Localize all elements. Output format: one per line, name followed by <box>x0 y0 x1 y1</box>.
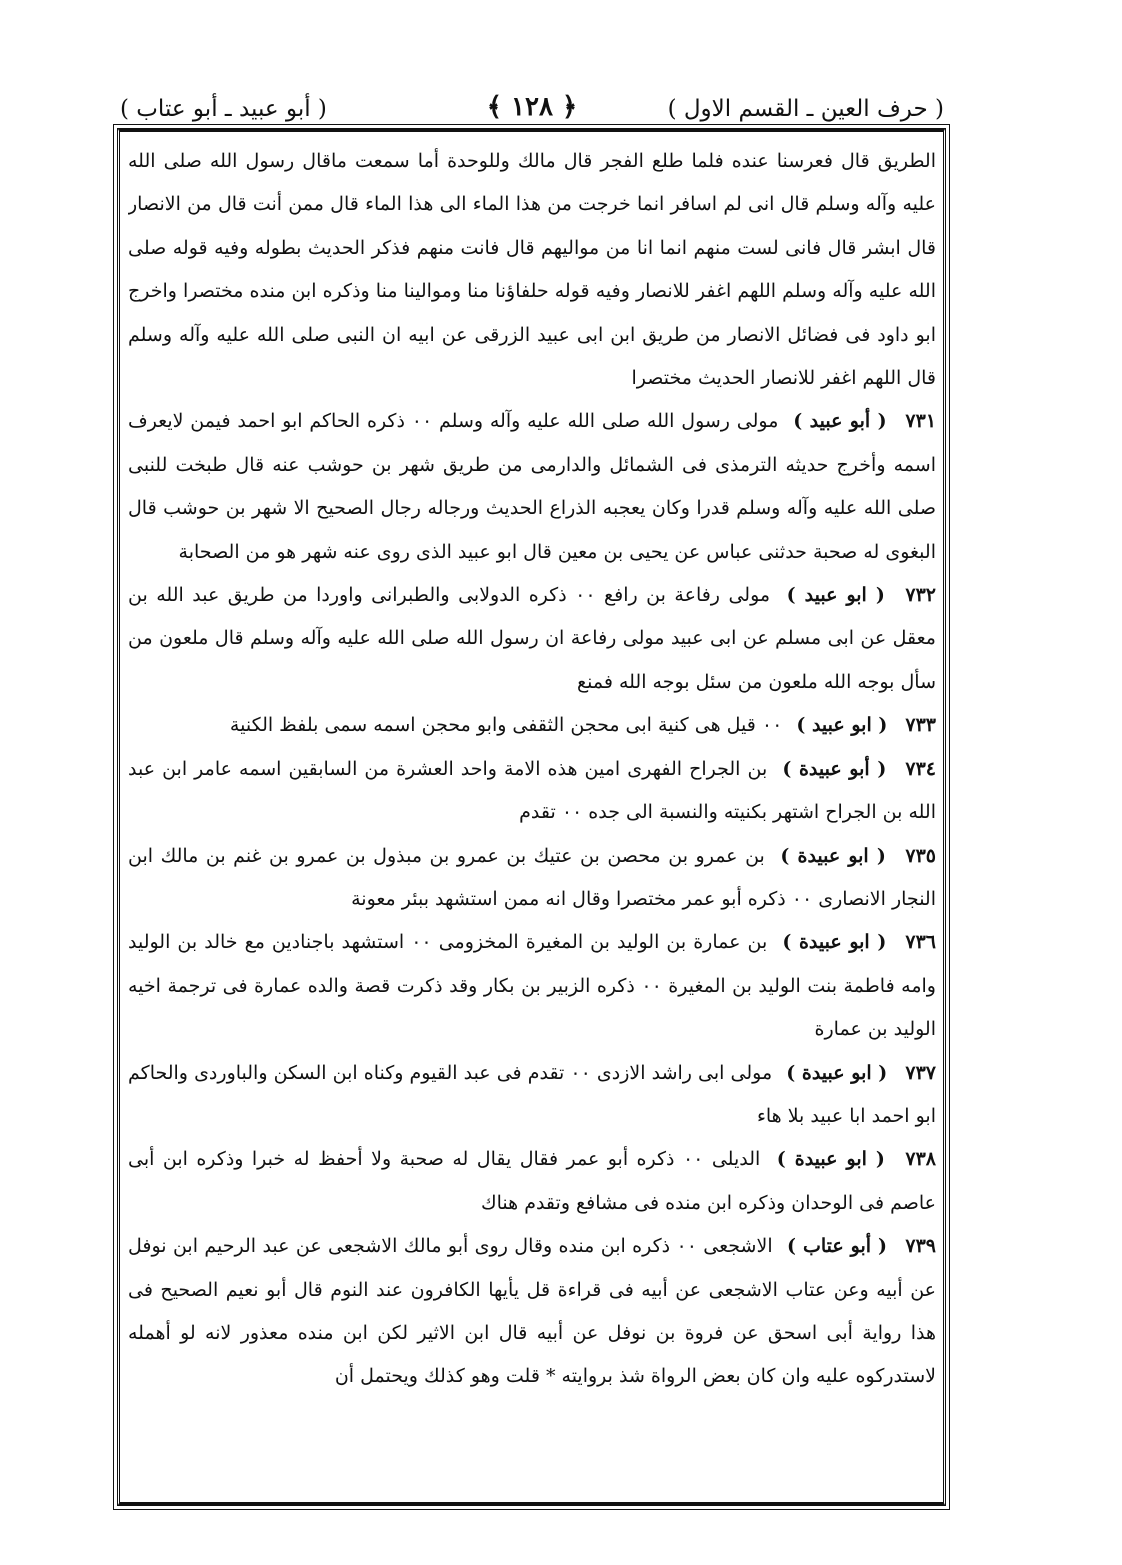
entry-number: ٧٣٥ <box>905 844 936 867</box>
entry-name: ( أبو عبيد ) <box>793 410 887 433</box>
entry-733 <box>128 704 936 747</box>
entry-name: ( ابو عبيد ) <box>796 714 888 737</box>
entry-number: ٧٣٨ <box>905 1148 936 1171</box>
entry-name: ( ابو عبيدة ) <box>780 844 886 867</box>
page-body <box>128 140 936 1500</box>
page-header <box>120 92 944 126</box>
entry-text: بن عمرو بن محصن بن عتيك بن عمرو بن مبذول بن عمرو بن غنم بن مالك ابن النجار الانصارى ٠٠ ذكره أبو عمر مختصرا وقال انه ممن استشهد ببئر معونة <box>128 844 936 910</box>
entry-name: ( ابو عبيدة ) <box>786 1061 888 1084</box>
paragraph-continuation <box>128 140 936 400</box>
entry-738 <box>128 1138 936 1225</box>
entry-text: بن عمارة بن الوليد بن المغيرة المخزومى ٠٠ استشهد باجنادين مع خالد بن الوليد وامه فاطمة بنت الوليد بن المغيرة ٠٠ ذكره الزبير بن بكار وقد ذكرت قصة والده عمارة فى ترجمة اخيه الوليد بن عمارة <box>128 931 936 1041</box>
page-number: ﴿ ١٢٨ ﴾ <box>486 92 578 122</box>
entry-text: بن الجراح الفهرى امين هذه الامة واحد العشرة من السابقين اسمه عامر ابن عبد الله بن الجراح اشتهر بكنيته والنسبة الى جده ٠٠ تقدم <box>128 757 936 824</box>
entry-name: ( أبو عبيدة ) <box>782 757 887 780</box>
entry-text: مولى رفاعة بن رافع ٠٠ ذكره الدولابى والطبرانى واوردا من طريق عبد الله بن معقل عن ابى مسلم عن ابى عبيد مولى رفاعة ان رسول الله صلى الله عليه وآله وسلم قال ملعون من سأل بوجه الله ملعون من سئل بوجه الله فمنع <box>128 584 936 693</box>
entry-number: ٧٣٦ <box>905 931 936 954</box>
entry-text: الديلى ٠٠ ذكره أبو عمر فقال يقال له صحبة ولا أحفظ له خبرا وذكره ابن أبى عاصم فى الوحدان وذكره ابن منده فى مشافع وتقدم هناك <box>128 1148 936 1214</box>
entry-text: الاشجعى ٠٠ ذكره ابن منده وقال روى أبو مالك الاشجعى عن عبد الرحيم ابن نوفل عن أبيه وعن عتاب الاشجعى عن أبيه فى قراءة قل يأيها الكافرون عند النوم قال أبو نعيم الصحيح فى هذا رواية أبى اسحق عن فروة بن نوفل عن أبيه قال ابن الاثير لكن ابن منده معذور لانه لو أهمله لاستدركوه عليه وان كان بعض الرواة شذ بروايته * قلت وهو كذلك ويحتمل أن <box>128 1235 936 1388</box>
entry-number: ٧٣٧ <box>905 1061 936 1084</box>
entry-731 <box>128 400 936 574</box>
entry-number: ٧٣٩ <box>905 1235 936 1258</box>
paragraph-text: الطريق قال فعرسنا عنده فلما طلع الفجر قال مالك وللوحدة أما سمعت ماقال رسول الله صلى الله عليه وآله وسلم قال انى لم اسافر انما خرجت من هذا الماء الى هذا الماء قال ممن أنت قال من الانصار قال ابشر قال فانى لست منهم انما انا من مواليهم قال فانت منهم فذكر الحديث بطوله وفيه قوله صلى الله عليه وآله وسلم اللهم اغفر للانصار وفيه قوله حلفاؤنا منا وموالينا منا وذكره ابن منده مختصرا واخرج ابو داود فى فضائل الانصار من طريق ابن ابى عبيد الزرقى عن ابيه ان النبى صلى الله عليه وآله وسلم قال اللهم اغفر للانصار الحديث مختصرا <box>128 150 936 390</box>
entry-739 <box>128 1225 936 1399</box>
header-range: ( أبو عبيد ـ أبو عتاب ) <box>120 96 327 122</box>
entry-text: مولى ابى راشد الازدى ٠٠ تقدم فى عبد القيوم وكناه ابن السكن والباوردى والحاكم ابو احمد ابا عبيد بلا هاء <box>128 1061 936 1127</box>
entry-text: مولى رسول الله صلى الله عليه وآله وسلم ٠٠ ذكره الحاكم ابو احمد فيمن لايعرف اسمه وأخرج حديثه الترمذى فى الشمائل والدارمى من طريق شهر بن حوشب عنه قال طبخت للنبى صلى الله عليه وآله وسلم قدرا وكان يعجبه الذراع الحديث ورجاله رجال الصحيح الا شهر بن حوشب قال البغوى له صحبة حدثنى عباس عن يحيى بن معين قال ابو عبيد الذى روى عنه شهر هو من الصحابة <box>128 410 936 563</box>
entry-name: ( ابو عبيدة ) <box>782 931 887 954</box>
entry-text: ٠٠ قيل هى كنية ابى محجن الثقفى وابو محجن اسمه سمى بلفظ الكنية <box>229 714 783 737</box>
entry-number: ٧٣٤ <box>905 757 936 780</box>
entry-name: ( أبو عتاب ) <box>787 1235 887 1258</box>
entry-735 <box>128 835 936 922</box>
entry-number: ٧٣٢ <box>905 584 936 607</box>
entry-737 <box>128 1052 936 1139</box>
entry-736 <box>128 921 936 1051</box>
entry-name: ( ابو عبيدة ) <box>776 1148 885 1171</box>
entry-name: ( ابو عبيد ) <box>786 584 885 607</box>
header-chapter: ( حرف العين ـ القسم الاول ) <box>667 96 944 122</box>
entry-732 <box>128 574 936 704</box>
entry-734 <box>128 748 936 835</box>
entry-number: ٧٣٣ <box>905 714 936 737</box>
entry-number: ٧٣١ <box>905 410 936 433</box>
